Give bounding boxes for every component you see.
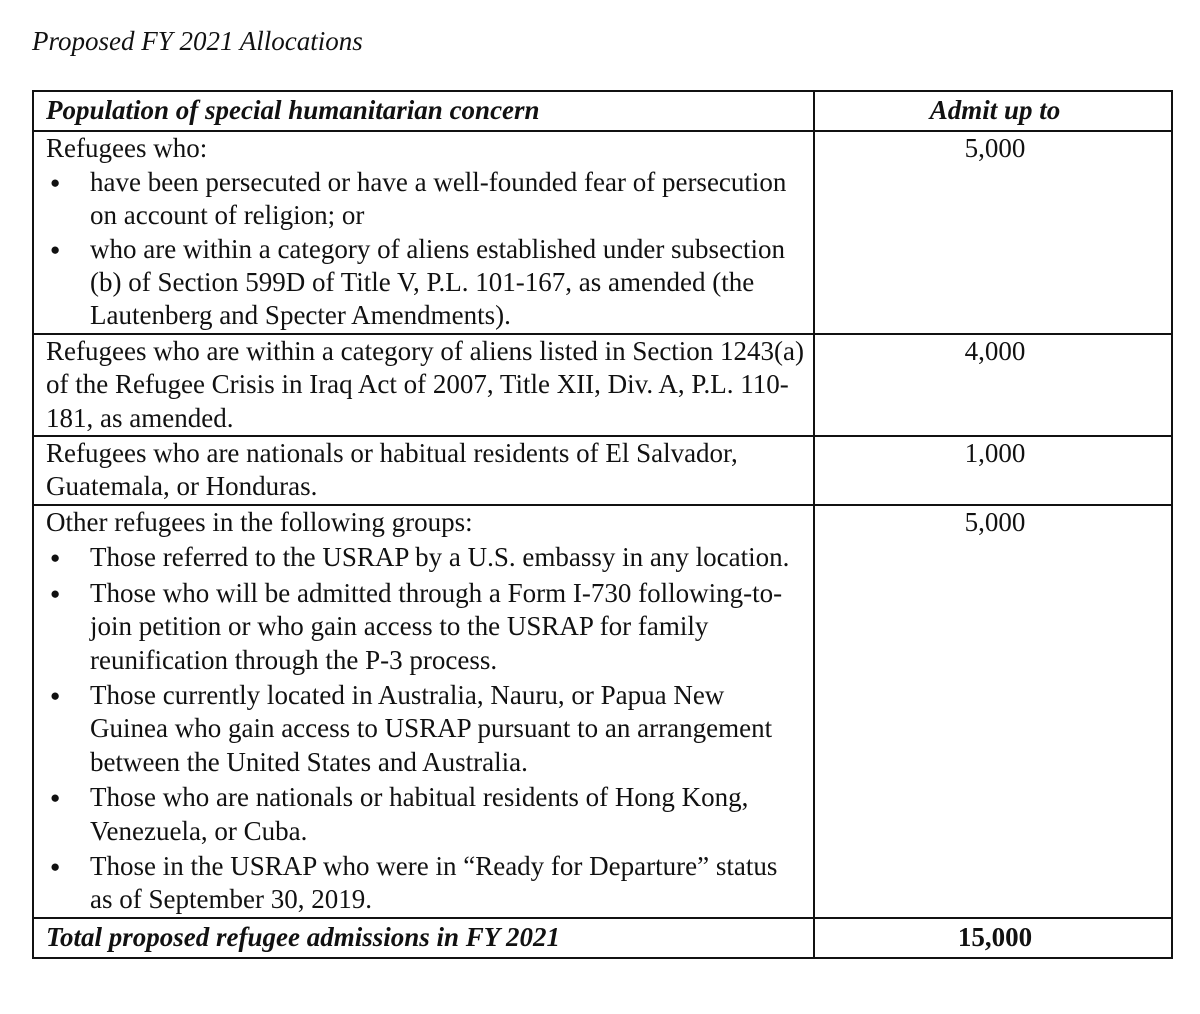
bullet-list — [46, 541, 805, 916]
table-row — [33, 505, 1172, 918]
total-row — [33, 918, 1172, 958]
admit-value: 1,000 — [814, 436, 1172, 505]
bullet-item: ● who are within a category of aliens established under subsection (b) of Section 599D of Title V, P.L. 101-167, as amended (the Lautenberg and Specter Amendments). — [46, 233, 805, 333]
table-header-row — [33, 91, 1172, 131]
population-cell: Refugees who are nationals or habitual residents of El Salvador, Guatemala, or Honduras. — [33, 436, 814, 505]
page-title: Proposed FY 2021 Allocations — [32, 26, 363, 56]
allocations-table — [32, 90, 1173, 959]
population-cell — [33, 131, 814, 333]
table-row — [33, 334, 1172, 436]
bullet-list — [46, 166, 805, 333]
bullet-item: ● Those who are nationals or habitual residents of Hong Kong, Venezuela, or Cuba. — [46, 781, 805, 848]
bullet-item: ● Those in the USRAP who were in “Ready for Departure” status as of September 30, 2019. — [46, 850, 805, 917]
admit-value: 5,000 — [814, 131, 1172, 333]
total-value: 15,000 — [814, 918, 1172, 958]
bullet-item: ● Those currently located in Australia, Nauru, or Papua New Guinea who gain access to USRAP pursuant to an arrangement between the United States and Australia. — [46, 679, 805, 779]
total-label: Total proposed refugee admissions in FY 2021 — [33, 918, 814, 958]
table-row — [33, 436, 1172, 505]
population-cell: Refugees who are within a category of aliens listed in Section 1243(a) of the Refugee Crisis in Iraq Act of 2007, Title XII, Div. A, P.L. 110-181, as amended. — [33, 334, 814, 436]
bullet-item: ● Those referred to the USRAP by a U.S. embassy in any location. — [46, 541, 805, 574]
row-intro: Other refugees in the following groups: — [46, 506, 473, 537]
population-column-header: Population of special humanitarian concern — [33, 91, 814, 131]
admit-value: 4,000 — [814, 334, 1172, 436]
population-cell — [33, 505, 814, 918]
admit-column-header: Admit up to — [814, 91, 1172, 131]
admit-value: 5,000 — [814, 505, 1172, 918]
bullet-item: ● Those who will be admitted through a Form I-730 following-to-join petition or who gain access to the USRAP for family reunification through the P-3 process. — [46, 577, 805, 677]
bullet-item: ● have been persecuted or have a well-founded fear of persecution on account of religion; or — [46, 166, 805, 233]
row-intro: Refugees who: — [46, 133, 208, 164]
table-row — [33, 131, 1172, 333]
